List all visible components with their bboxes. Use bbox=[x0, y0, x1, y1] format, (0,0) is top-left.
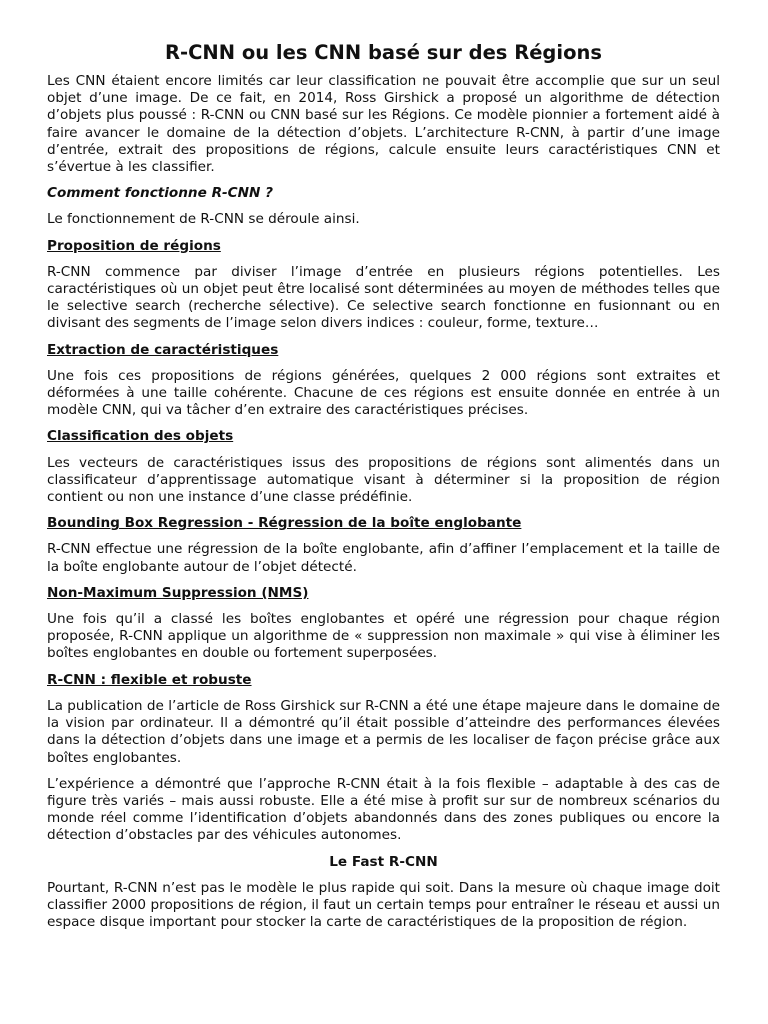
section-heading-bbox-regression: Bounding Box Regression - Régression de la boîte englobante bbox=[47, 515, 522, 532]
section-paragraph: L’expérience a démontré que l’approche R-CNN était à la fois flexible – adaptable à des cas de figure très variés – mais aussi robuste. Elle a été mise à profit sur sur de nombreux scénarios du monde réel comme l’identification d’objets abandonnés dans des zones publiques ou encore la détection d’obstacles par des véhicules autonomes. bbox=[47, 775, 720, 844]
fast-rcnn-heading: Le Fast R-CNN bbox=[329, 853, 438, 870]
section-paragraph: La publication de l’article de Ross Girshick sur R-CNN a été une étape majeure dans le domaine de la vision par ordinateur. Il a démontré qu’il était possible d’atteindre des performances élevées dans la détection d’objets dans une image et a permis de les localiser de façon précise grâce aux boîtes englobantes. bbox=[47, 697, 720, 766]
section-paragraph: Une fois qu’il a classé les boîtes englobantes et opéré une régression pour chaque région proposée, R-CNN applique un algorithme de « suppression non maximale » qui vise à éliminer les boîtes englobantes en double ou fortement superposées. bbox=[47, 611, 720, 662]
section-paragraph: R-CNN effectue une régression de la boîte englobante, afin d’affiner l’emplacement et la taille de la boîte englobante autour de l’objet détecté. bbox=[47, 541, 720, 575]
section-paragraph: Une fois ces propositions de régions générées, quelques 2 000 régions sont extraites et déformées à une taille cohérente. Chacune de ces régions est ensuite donnée en entrée à un modèle CNN, qui va tâcher d’en extraire des caractéristiques précises. bbox=[47, 367, 720, 419]
how-it-works-text: Le fonctionnement de R-CNN se déroule ainsi. bbox=[47, 211, 360, 228]
section-heading-feature-extraction: Extraction de caractéristiques bbox=[47, 341, 279, 358]
section-heading-nms: Non-Maximum Suppression (NMS) bbox=[47, 584, 309, 601]
section-heading-region-proposal: Proposition de régions bbox=[47, 237, 221, 254]
section-heading-object-classification: Classification des objets bbox=[47, 428, 234, 445]
section-heading-flexible-robust: R-CNN : flexible et robuste bbox=[47, 671, 252, 688]
section-paragraph: R-CNN commence par diviser l’image d’entrée en plusieurs régions potentielles. Les caractéristiques où un objet peut être localisé sont déterminées au moyen de méthodes telles que le selective search (recherche sélective). Ce selective search fonctionne en fusionnant ou en divisant des segments de l’image selon divers indices : couleur, forme, texture… bbox=[47, 263, 720, 332]
how-it-works-heading: Comment fonctionne R-CNN ? bbox=[47, 185, 274, 202]
fast-rcnn-paragraph: Pourtant, R-CNN n’est pas le modèle le plus rapide qui soit. Dans la mesure où chaque image doit classifier 2000 propositions de région, il faut un certain temps pour entraîner le réseau et aussi un espace disque important pour stocker la carte de caractéristiques de la proposition de région. bbox=[47, 879, 720, 931]
section-paragraph: Les vecteurs de caractéristiques issus des propositions de régions sont alimentés dans un classificateur d’apprentissage automatique visant à déterminer si la proposition de région contient ou non une instance d’une classe prédéfinie. bbox=[47, 454, 720, 506]
intro-paragraph: Les CNN étaient encore limités car leur classification ne pouvait être accomplie que sur un seul objet d’une image. De ce fait, en 2014, Ross Girshick a proposé un algorithme de détection d’objets plus poussé : R-CNN ou CNN basé sur les Régions. Ce modèle pionnier a fortement aidé à faire avancer le domaine de la détection d’objets. L’architecture R-CNN, à partir d’une image d’entrée, extrait des propositions de régions, calcule ensuite leurs caractéristiques CNN et s’évertue à les classifier. bbox=[47, 73, 720, 176]
document-title: R-CNN ou les CNN basé sur des Régions bbox=[165, 41, 602, 64]
